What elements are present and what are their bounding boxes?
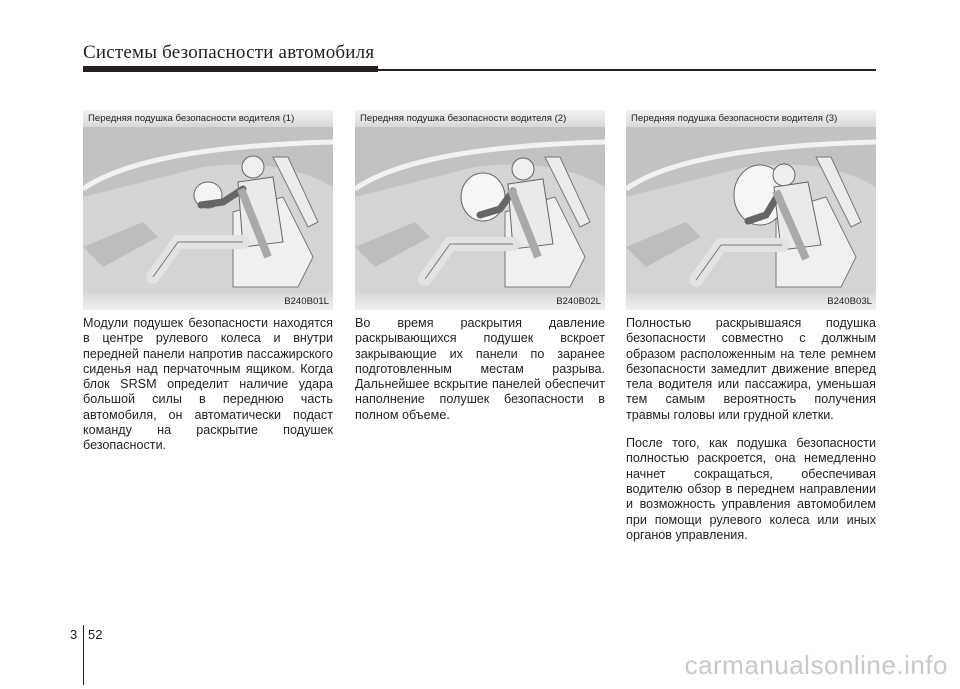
figure-airbag-stage-1 <box>83 110 333 310</box>
text-column-3 <box>626 316 876 556</box>
figure-code: B240B03L <box>626 293 876 310</box>
figure-caption: Передняя подушка безопасности водителя (2) <box>355 110 605 127</box>
header-rule-thin <box>378 69 876 71</box>
airbag-illustration-3 <box>626 127 876 293</box>
airbag-illustration-2 <box>355 127 605 293</box>
paragraph: Модули подушек безопасности находятся в центре рулевого колеса и внутри передней панели напротив пассажирского сиденья над перчаточным ящиком. Когда блок SRSM определит наличие удара большой силы в переднюю часть автомобиля, он автоматически подаст команду на раскрытие подушек безопасности. <box>83 316 333 453</box>
footer-divider <box>83 625 84 685</box>
paragraph: Во время раскрытия давление раскрывающихся подушек вскроет закрывающие их панели по заранее подготовленным местам разрыва. Дальнейшее вскрытие панелей обеспечит наполнение полушек безопасности в полном объеме. <box>355 316 605 422</box>
figure-code: B240B02L <box>355 293 605 310</box>
figure-airbag-stage-3 <box>626 110 876 310</box>
header-rule-thick <box>83 66 378 72</box>
airbag-illustration-1 <box>83 127 333 293</box>
watermark: carmanualsonline.info <box>684 650 948 680</box>
figure-caption: Передняя подушка безопасности водителя (1) <box>83 110 333 127</box>
page-section-title: Системы безопасности автомобиля <box>83 42 375 63</box>
figure-code: B240B01L <box>83 293 333 310</box>
paragraph: Полностью раскрывшаяся подушка безопасности совместно с должным образом расположенным на теле ремнем безопасности замедлит движение вперед тела водителя или пассажира, уменьшая тем самым вероятность получения травмы головы или грудной клетки. <box>626 316 876 422</box>
figure-airbag-stage-2 <box>355 110 605 310</box>
page-number: 52 <box>88 627 103 642</box>
chapter-number: 3 <box>70 627 78 642</box>
text-column-1 <box>83 316 333 467</box>
text-column-2 <box>355 316 605 436</box>
paragraph: После того, как подушка безопасности полностью раскроется, она немедленно начнет сокращаться, обеспечивая водителю обзор в переднем направлении и возможность управления автомобилем при помощи рулевого колеса или иных органов управления. <box>626 436 876 542</box>
figure-caption: Передняя подушка безопасности водителя (3) <box>626 110 876 127</box>
